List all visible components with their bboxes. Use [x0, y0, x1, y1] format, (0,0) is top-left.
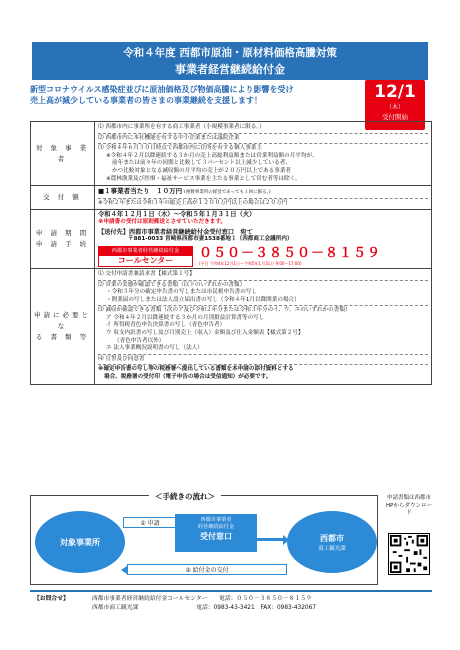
- doc-4: ⑷ 宣誓及び同意書: [98, 355, 428, 366]
- label-documents-2: る 書 類 等: [35, 332, 90, 341]
- doc-note-1: ※確定申告書の写し等の税務署へ提出している書類を本申請の添付資料とする: [98, 366, 294, 373]
- doc-note-block: [98, 365, 428, 382]
- doc-1: ⑴ 交付申請書兼請求書【様式第１号】: [98, 270, 428, 281]
- doc-2: ⑵ 営業の実態が確認できる書類（以下のいずれかの書類）: [98, 281, 246, 288]
- footer-line1-row: [34, 595, 428, 604]
- doc-3c: ウ 収支内訳書の写し及び月別売上（収入）金額及び仕入金額表【様式第２号】: [106, 330, 304, 337]
- doc-3b: イ 所得税青色申告決算書の写し（青色申告者）: [106, 322, 226, 329]
- callcenter-tel-block: [199, 246, 381, 266]
- doc-note-2: 場合、税務署の受付印（電子申告の場合は受信通知）が必要です。: [104, 374, 272, 381]
- amount-note: ※令和２年または令和３年の総売上高が１２００万円以上の場合は２０万円: [98, 199, 288, 206]
- content-period: [95, 210, 431, 268]
- footer-label: 【お問合せ】: [34, 596, 69, 602]
- flow-city-big: 西都市: [320, 533, 344, 543]
- elig-note-3: かつ比較対象となる減収額の月平均の売上が２０万円以上である事業者: [112, 167, 292, 174]
- badge-date: 12/1: [374, 82, 416, 102]
- elig-note-1: ※令和４年２月以降連続する３か月の売上高総利益額または営業利益額の月平均が、: [106, 152, 318, 159]
- label-eligibility: 対 象 事 業 者: [31, 122, 95, 185]
- flow-reception: [175, 514, 257, 552]
- label-documents-1: 申請に必要とな: [34, 310, 91, 330]
- flow-city-office: [287, 511, 377, 573]
- period-dates: 令和４年１２月１日（木）～令和５年１月３１日（火）: [98, 211, 256, 219]
- amount-main-note: (複数事業所の経営であっても１回に限る。): [183, 190, 271, 196]
- callcenter-hours: (平日 令和4年12月1日～令和5年1月31日 9:00～17:00): [199, 261, 302, 267]
- badge-weekday: （木）: [385, 104, 404, 111]
- callcenter-tel[interactable]: ０５０－３８５０－８１５９: [199, 246, 382, 262]
- callcenter-box: [98, 246, 193, 267]
- lead-line1: 新型コロナウイルス感染症並びに原油価格及び物価高騰により影響を受け: [30, 85, 294, 94]
- lead-text: [30, 85, 360, 106]
- label-documents: [31, 269, 95, 384]
- row-period: [31, 210, 431, 269]
- amount-main: ■１事業者当たり １０万円: [98, 187, 183, 196]
- content-eligibility: [95, 122, 431, 185]
- flow-step-apply: ① 申請: [123, 517, 177, 528]
- callcenter-top: 西都市事業者経営継続給付金: [99, 247, 192, 257]
- elig-item-3-block: [98, 144, 428, 184]
- footer-line2: 西都市商工観光課 電話：0983-43-3421 FAX：0983-432067: [91, 605, 316, 611]
- flow-city-small: 商工観光課: [318, 545, 346, 552]
- period-send-to: 【送付先】西都市事業者経営継続給付金受付窓口 宛て: [98, 228, 253, 236]
- doc-3-block: [98, 306, 428, 355]
- flow-title: ＜手続きの流れ＞: [149, 491, 221, 502]
- amount-main-line: [98, 187, 428, 199]
- flow-step-payment: ② 給付金の交付: [127, 564, 287, 575]
- page-title-line2: 事業者経営継続給付金: [175, 63, 285, 76]
- doc-2b: ・開業届の写しまたは法人設立届出書の写し（令和４年1月以降開業の場合）: [106, 296, 300, 303]
- lead-line2: 売上高が減少している事業者の皆さまの事業継続を支援します！: [30, 95, 262, 105]
- info-table: [30, 121, 432, 385]
- content-amount: [95, 186, 431, 209]
- elig-item-1: ⑴ 西都市内に事業所を有する商工事業者（小規模事業者に限る。）: [98, 123, 428, 134]
- label-amount: 交 付 額: [31, 186, 95, 209]
- doc-2-block: [98, 281, 428, 307]
- row-amount: [31, 186, 431, 210]
- flow-arrow-right-icon: [257, 534, 289, 545]
- elig-note-4: ※農林漁業及び医療・福祉サービス事業を主たる事業として営む者等は除く。: [106, 175, 301, 182]
- flow-reception-small2: 経営継続給付金: [197, 524, 235, 530]
- row-eligibility: [31, 122, 431, 186]
- label-period: [31, 210, 95, 268]
- period-address: 〒881-0033 宮崎県西都市妻1538番地１（西都商工会議所内）: [128, 236, 293, 243]
- callcenter-block: [98, 246, 428, 267]
- badge-status: 受付開始: [382, 113, 408, 121]
- flow-reception-small1: 西都市事業者: [200, 517, 232, 523]
- elig-note-2: 前年または前々年の同期と比較して３パーセント以上減少している者、: [112, 160, 291, 167]
- qr-code-icon[interactable]: [388, 533, 430, 575]
- footer-line1: 西都市事業者経営継続給付金コールセンター 電話：０５０－３８５０－８１５９: [91, 596, 312, 602]
- doc-3a: ア 令和４年２月以降連続する３か月の月別損益計算書等の写し: [106, 314, 265, 321]
- callcenter-bottom: コールセンター: [117, 256, 174, 266]
- qr-note: 申請書類は西都市HPからダウンロード: [386, 495, 432, 516]
- flow-applicant: 対象事業所: [35, 511, 125, 573]
- content-documents: [95, 269, 431, 384]
- doc-3c2: （青色申告者以外）: [114, 337, 165, 344]
- procedure-flow: [30, 492, 378, 585]
- label-period-2: 申 請 手 続: [35, 240, 90, 249]
- elig-item-2: ⑵ 西都市内に本社機能を有する中小企業または議院企業: [98, 134, 428, 145]
- flow-reception-big: 受付窓口: [200, 532, 232, 541]
- label-period-1: 申 請 期 間: [35, 229, 90, 238]
- doc-3: ⑶ 減収が確認できる書類（次のア及び令和２年分または令和３年分のイ、ウ、エのいずれかの書類）: [98, 307, 351, 314]
- row-documents: [31, 269, 431, 384]
- inquiry-footer: [30, 590, 432, 616]
- period-warning: ※申請書の受付は原則郵送とさせていただきます。: [98, 218, 227, 225]
- doc-2a: ・令和３年分の確定申告書の写しまたは市民税申告書の写し: [106, 289, 258, 296]
- doc-3d: エ 法人事業概況説明書の写し（法人）: [106, 345, 203, 352]
- elig-item-3: ⑶ 令和４年６月３０日時点で西都市内に住所を有する個人事業主: [98, 145, 262, 152]
- page-header: [32, 42, 428, 80]
- footer-line2-row: [34, 604, 428, 613]
- page-title-line1: 令和４年度 西都市原油・原材料価格高騰対策: [123, 47, 337, 59]
